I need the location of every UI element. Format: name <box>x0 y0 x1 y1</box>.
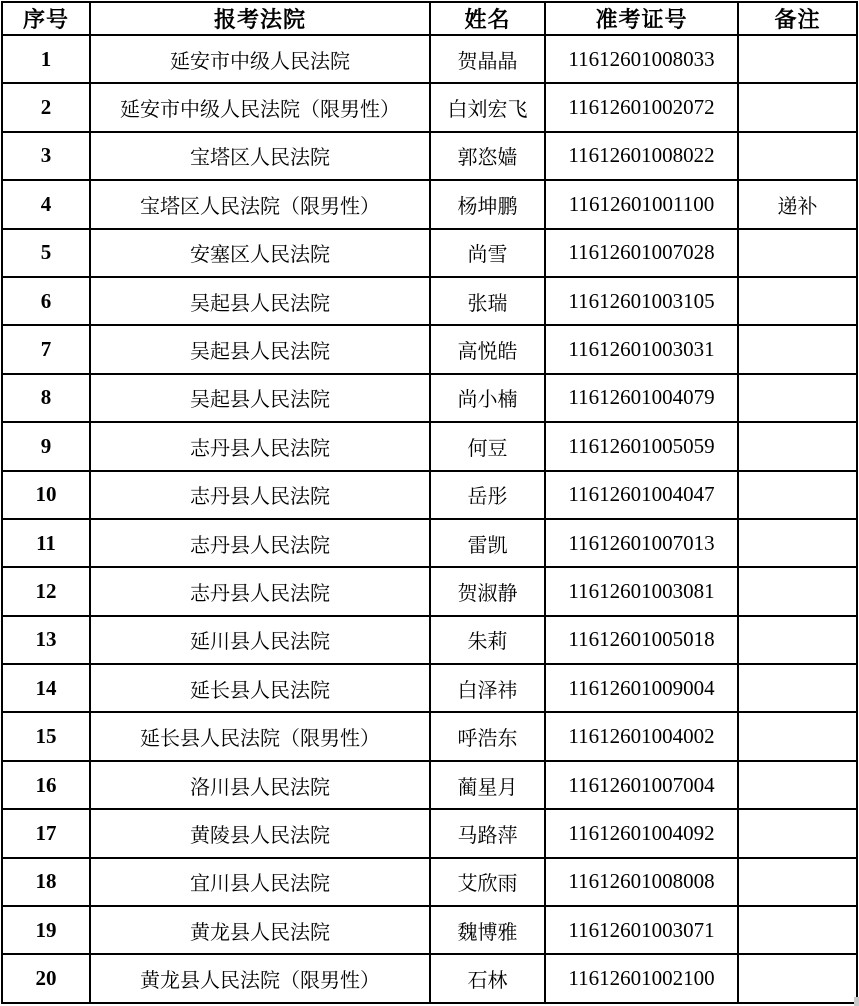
header-note: 备注 <box>738 2 857 35</box>
note-cell <box>738 664 857 712</box>
name-cell: 雷凯 <box>430 519 545 567</box>
ticket-cell: 11612601005059 <box>545 422 738 470</box>
court-cell: 延安市中级人民法院 <box>90 35 430 83</box>
table-row <box>2 374 857 422</box>
court-cell: 延安市中级人民法院（限男性） <box>90 83 430 131</box>
note-cell <box>738 809 857 857</box>
court-cell: 志丹县人民法院 <box>90 567 430 615</box>
ticket-cell: 11612601007028 <box>545 229 738 277</box>
ticket-cell: 11612601005018 <box>545 616 738 664</box>
header-ticket: 准考证号 <box>545 2 738 35</box>
name-cell: 贺淑静 <box>430 567 545 615</box>
court-cell: 延长县人民法院 <box>90 664 430 712</box>
ticket-cell: 11612601007004 <box>545 761 738 809</box>
note-cell <box>738 277 857 325</box>
ticket-cell: 11612601004079 <box>545 374 738 422</box>
table-row <box>2 519 857 567</box>
seq-cell: 14 <box>2 664 90 712</box>
ticket-cell: 11612601004002 <box>545 712 738 760</box>
table-row <box>2 325 857 373</box>
note-cell <box>738 229 857 277</box>
table-row <box>2 906 857 954</box>
note-cell <box>738 422 857 470</box>
court-cell: 黄陵县人民法院 <box>90 809 430 857</box>
ticket-cell: 11612601003105 <box>545 277 738 325</box>
ticket-cell: 11612601003081 <box>545 567 738 615</box>
name-cell: 杨坤鹏 <box>430 180 545 228</box>
ticket-cell: 11612601004047 <box>545 471 738 519</box>
name-cell: 尚小楠 <box>430 374 545 422</box>
ticket-cell: 11612601001100 <box>545 180 738 228</box>
court-cell: 黄龙县人民法院（限男性） <box>90 954 430 1003</box>
candidate-roster-table <box>1 1 858 1004</box>
court-cell: 宝塔区人民法院（限男性） <box>90 180 430 228</box>
table-row <box>2 712 857 760</box>
seq-cell: 13 <box>2 616 90 664</box>
note-cell <box>738 471 857 519</box>
note-cell <box>738 761 857 809</box>
table-row <box>2 567 857 615</box>
seq-cell: 2 <box>2 83 90 131</box>
court-cell: 志丹县人民法院 <box>90 471 430 519</box>
court-cell: 吴起县人民法院 <box>90 374 430 422</box>
seq-cell: 16 <box>2 761 90 809</box>
table-row <box>2 35 857 83</box>
table-row <box>2 471 857 519</box>
name-cell: 何豆 <box>430 422 545 470</box>
seq-cell: 6 <box>2 277 90 325</box>
table-row <box>2 132 857 180</box>
table-row <box>2 664 857 712</box>
court-cell: 洛川县人民法院 <box>90 761 430 809</box>
note-cell <box>738 132 857 180</box>
note-cell <box>738 35 857 83</box>
court-cell: 吴起县人民法院 <box>90 325 430 373</box>
court-cell: 延川县人民法院 <box>90 616 430 664</box>
note-cell <box>738 325 857 373</box>
court-cell: 宜川县人民法院 <box>90 858 430 906</box>
note-cell <box>738 858 857 906</box>
note-cell: 递补 <box>738 180 857 228</box>
note-cell <box>738 567 857 615</box>
court-cell: 志丹县人民法院 <box>90 422 430 470</box>
note-cell <box>738 954 857 1003</box>
note-cell <box>738 83 857 131</box>
seq-cell: 12 <box>2 567 90 615</box>
ticket-cell: 11612601003031 <box>545 325 738 373</box>
court-cell: 志丹县人民法院 <box>90 519 430 567</box>
seq-cell: 11 <box>2 519 90 567</box>
table-row <box>2 761 857 809</box>
court-cell: 吴起县人民法院 <box>90 277 430 325</box>
seq-cell: 3 <box>2 132 90 180</box>
ticket-cell: 11612601008008 <box>545 858 738 906</box>
name-cell: 蔺星月 <box>430 761 545 809</box>
header-seq: 序号 <box>2 2 90 35</box>
name-cell: 石林 <box>430 954 545 1003</box>
seq-cell: 5 <box>2 229 90 277</box>
seq-cell: 10 <box>2 471 90 519</box>
table-row <box>2 277 857 325</box>
name-cell: 马路萍 <box>430 809 545 857</box>
table-row <box>2 616 857 664</box>
table-row <box>2 954 857 1003</box>
header-row <box>2 2 857 35</box>
table-row <box>2 422 857 470</box>
page-edge-artifact <box>854 997 859 1006</box>
name-cell: 朱莉 <box>430 616 545 664</box>
court-cell: 安塞区人民法院 <box>90 229 430 277</box>
ticket-cell: 11612601004092 <box>545 809 738 857</box>
note-cell <box>738 712 857 760</box>
name-cell: 岳彤 <box>430 471 545 519</box>
name-cell: 白刘宏飞 <box>430 83 545 131</box>
court-cell: 延长县人民法院（限男性） <box>90 712 430 760</box>
note-cell <box>738 519 857 567</box>
seq-cell: 18 <box>2 858 90 906</box>
note-cell <box>738 374 857 422</box>
table-row <box>2 180 857 228</box>
seq-cell: 1 <box>2 35 90 83</box>
table-row <box>2 229 857 277</box>
seq-cell: 8 <box>2 374 90 422</box>
name-cell: 尚雪 <box>430 229 545 277</box>
table-row <box>2 83 857 131</box>
seq-cell: 9 <box>2 422 90 470</box>
ticket-cell: 11612601008022 <box>545 132 738 180</box>
seq-cell: 17 <box>2 809 90 857</box>
ticket-cell: 11612601002100 <box>545 954 738 1003</box>
name-cell: 呼浩东 <box>430 712 545 760</box>
seq-cell: 19 <box>2 906 90 954</box>
seq-cell: 20 <box>2 954 90 1003</box>
ticket-cell: 11612601002072 <box>545 83 738 131</box>
name-cell: 郭恣嫱 <box>430 132 545 180</box>
note-cell <box>738 906 857 954</box>
note-cell <box>738 616 857 664</box>
header-court: 报考法院 <box>90 2 430 35</box>
name-cell: 张瑞 <box>430 277 545 325</box>
name-cell: 白泽祎 <box>430 664 545 712</box>
court-cell: 黄龙县人民法院 <box>90 906 430 954</box>
table-row <box>2 809 857 857</box>
ticket-cell: 11612601007013 <box>545 519 738 567</box>
name-cell: 艾欣雨 <box>430 858 545 906</box>
court-cell: 宝塔区人民法院 <box>90 132 430 180</box>
name-cell: 魏博雅 <box>430 906 545 954</box>
table-row <box>2 858 857 906</box>
header-name: 姓名 <box>430 2 545 35</box>
ticket-cell: 11612601009004 <box>545 664 738 712</box>
ticket-cell: 11612601008033 <box>545 35 738 83</box>
seq-cell: 7 <box>2 325 90 373</box>
name-cell: 高悦皓 <box>430 325 545 373</box>
seq-cell: 4 <box>2 180 90 228</box>
name-cell: 贺晶晶 <box>430 35 545 83</box>
seq-cell: 15 <box>2 712 90 760</box>
ticket-cell: 11612601003071 <box>545 906 738 954</box>
